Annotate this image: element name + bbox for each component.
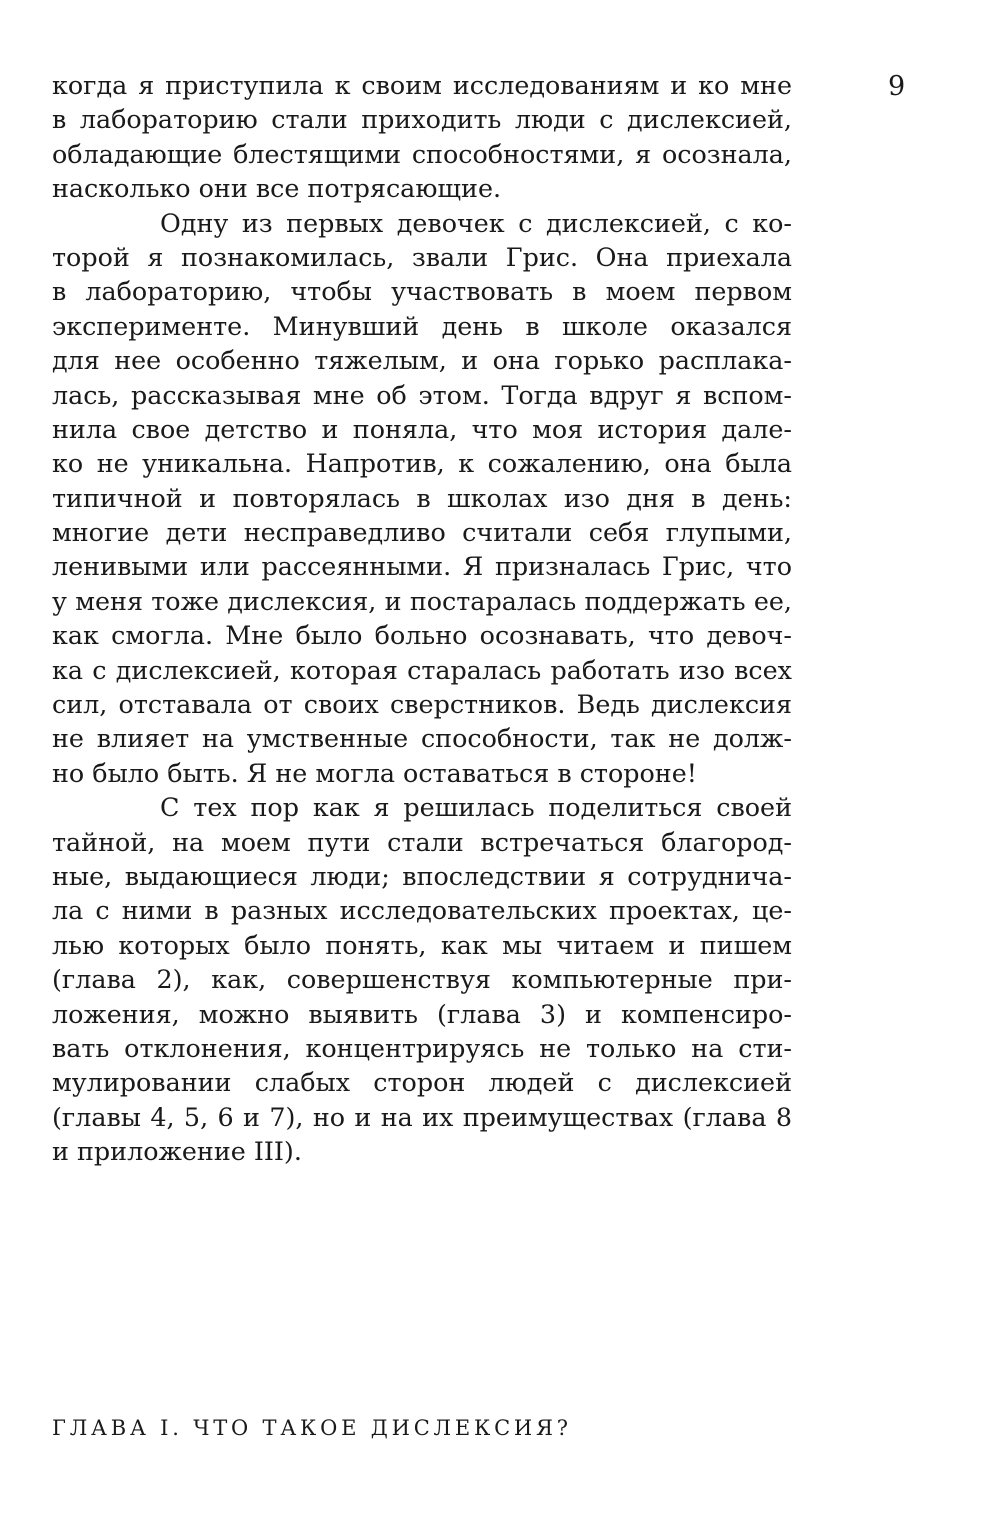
- running-footer: ГЛАВА I. ЧТО ТАКОЕ ДИСЛЕКСИЯ?: [52, 1416, 572, 1440]
- text-line: (главы 4, 5, 6 и 7), но и на их преимуществах (глава 8: [52, 1101, 792, 1132]
- text-line: в лабораторию, чтобы участвовать в моем первом: [52, 276, 792, 307]
- text-line: обладающие блестящими способностями, я осознала,: [52, 138, 792, 169]
- text-line: когда я приступила к своим исследованиям и ко мне: [52, 70, 792, 100]
- text-line: многие дети несправедливо считали себя глупыми,: [52, 517, 792, 548]
- text-line: ка с дислексией, которая старалась работать изо всех: [52, 654, 792, 685]
- text-line: ленивыми или рассеянными. Я призналась Грис, что: [52, 551, 792, 582]
- text-line: С тех пор как я решилась поделиться своей: [160, 792, 792, 823]
- text-line: в лабораторию стали приходить люди с дислексией,: [52, 104, 792, 135]
- page-number: 9: [888, 71, 906, 102]
- text-line: ла с ними в разных исследовательских проектах, це-: [52, 895, 792, 926]
- text-line: эксперименте. Минувший день в школе оказался: [52, 310, 792, 341]
- body-text: [52, 68, 792, 1169]
- text-line: для нее особенно тяжелым, и она горько расплака-: [52, 345, 792, 376]
- text-line: ко не уникальна. Напротив, к сожалению, она была: [52, 448, 792, 479]
- text-line: у меня тоже дислексия, и постаралась поддержать ее,: [52, 585, 792, 616]
- text-line: как смогла. Мне было больно осознавать, что девоч-: [52, 620, 792, 651]
- text-line: мулировании слабых сторон людей с дислексией: [52, 1067, 792, 1098]
- text-line: типичной и повторялась в школах изо дня в день:: [52, 482, 792, 513]
- text-line: сил, отставала от своих сверстников. Ведь дислексия: [52, 689, 792, 720]
- text-line: Одну из первых девочек с дислексией, с ко-: [160, 207, 792, 238]
- text-line: тайной, на моем пути стали встречаться благород-: [52, 826, 792, 857]
- text-line: торой я познакомилась, звали Грис. Она приехала: [52, 241, 792, 272]
- text-line: ные, выдающиеся люди; впоследствии я сотруднича-: [52, 860, 792, 891]
- text-line: не влияет на умственные способности, так не долж-: [52, 723, 792, 754]
- text-line: но было быть. Я не могла оставаться в стороне!: [52, 757, 697, 788]
- text-line: и приложение III).: [52, 1136, 302, 1167]
- text-line: ложения, можно выявить (глава 3) и компенсиро-: [52, 998, 792, 1029]
- text-line: лью которых было понять, как мы читаем и пишем: [52, 929, 792, 960]
- text-line: насколько они все потрясающие.: [52, 173, 502, 204]
- text-line: (глава 2), как, совершенствуя компьютерные при-: [52, 964, 792, 995]
- text-line: лась, рассказывая мне об этом. Тогда вдруг я вспом-: [52, 379, 792, 410]
- text-line: нила свое детство и поняла, что моя история дале-: [52, 413, 792, 444]
- text-line: вать отклонения, концентрируясь не только на сти-: [52, 1032, 792, 1063]
